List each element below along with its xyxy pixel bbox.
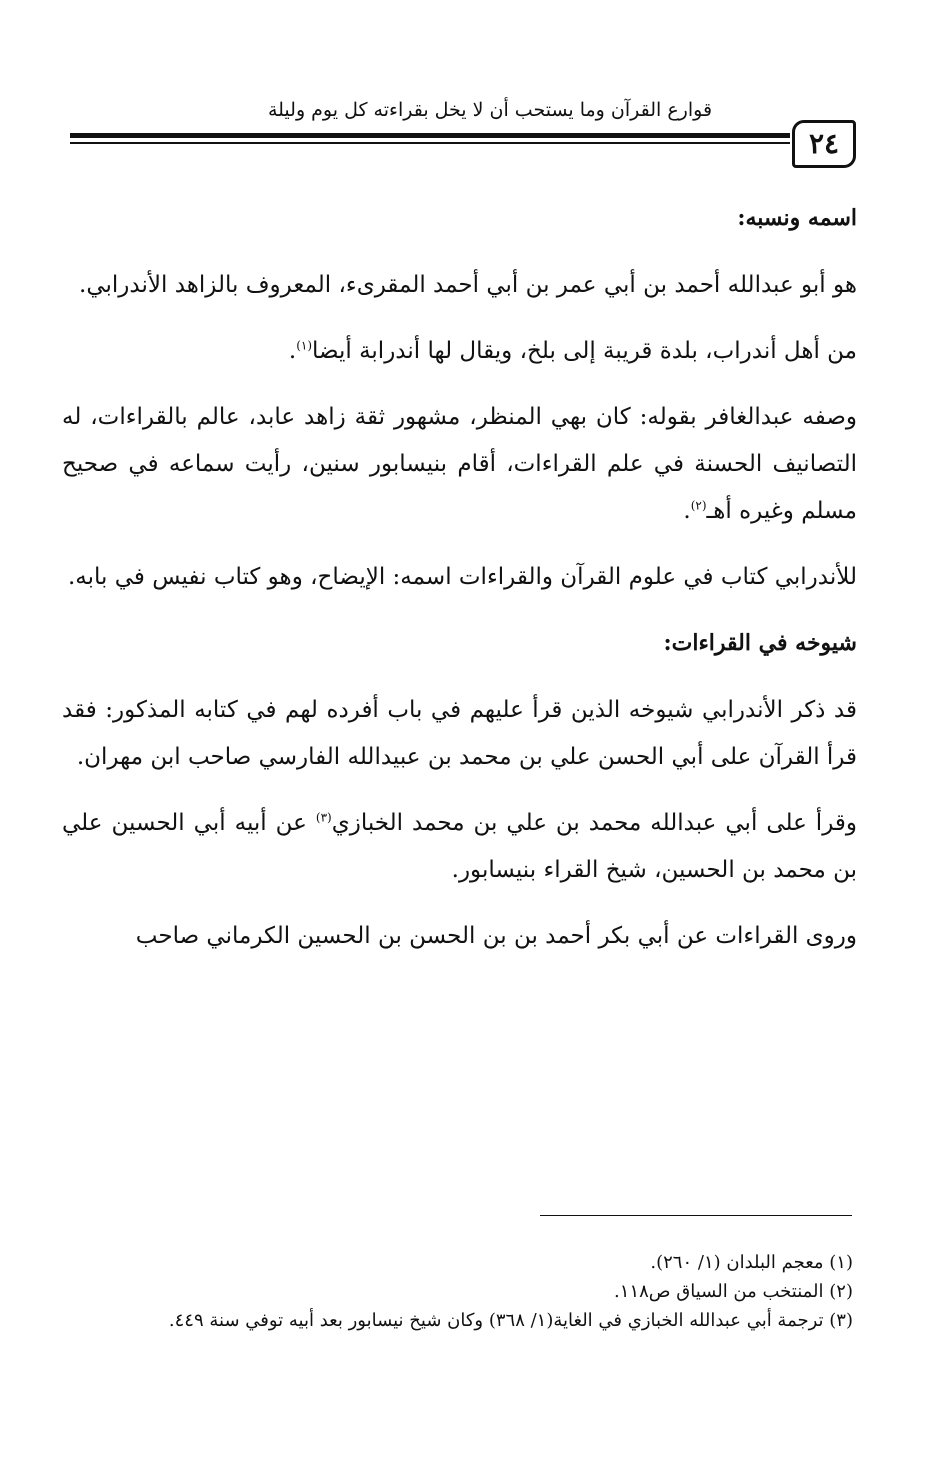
footnote-marker: (٢) (690, 498, 707, 513)
paragraph-text: وصفه عبدالغافر بقوله: كان بهي المنظر، مشهور ثقة زاهد عابد، عالم بالقراءات، له التصانيف الحسنة في علم القراءات، أقام بنيسابور سنين، رأيت سماعه في صحيح مسلم وغيره أهـ (62, 404, 857, 524)
paragraph-text: قد ذكر الأندرابي شيوخه الذين قرأ عليهم في باب أفرده لهم في كتابه المذكور: فقد قرأ القرآن على أبي الحسن علي بن محمد بن عبيدالله الفارسي صاحب ابن مهران. (62, 697, 857, 770)
header-rule-thick (70, 133, 790, 138)
footnote: (٢) المنتخب من السياق ص١١٨. (614, 1281, 853, 1302)
paragraph-text: من أهل أندراب، بلدة قريبة إلى بلخ، ويقال لها أندرابة أيضا (312, 338, 857, 364)
paragraph-text: وقرأ على أبي عبدالله محمد بن علي بن محمد الخبازي (331, 810, 857, 836)
footnote-marker: (١) (296, 338, 313, 353)
page-number-badge: ٢٤ (792, 120, 856, 168)
paragraph-text: للأندرابي كتاب في علوم القرآن والقراءات اسمه: الإيضاح، وهو كتاب نفيس في بابه. (67, 564, 857, 590)
section-heading-teachers: شيوخه في القراءات: (663, 630, 857, 656)
paragraph-tail: . (288, 338, 297, 364)
page-body (62, 195, 857, 979)
footnotes (55, 1248, 853, 1335)
paragraph-tail: . (683, 498, 691, 524)
paragraph (62, 687, 857, 781)
paragraph (62, 913, 857, 960)
footnote: (١) معجم البلدان (١/ ٢٦٠). (650, 1252, 853, 1273)
paragraph (62, 394, 857, 535)
paragraph (62, 262, 857, 309)
paragraph (62, 554, 857, 601)
paragraph-text: وروى القراءات عن أبي بكر أحمد بن بن الحسن بن الحسين الكرماني صاحب (135, 923, 857, 949)
paragraph (62, 800, 857, 894)
section-heading-name: اسمه ونسبه: (737, 205, 857, 231)
paragraph-text: هو أبو عبدالله أحمد بن أبي عمر بن أبي أحمد المقرىء، المعروف بالزاهد الأندرابي. (79, 272, 857, 298)
footnote: (٣) ترجمة أبي عبدالله الخبازي في الغاية(١/ ٣٦٨) وكان شيخ نيسابور بعد أبيه توفي سنة ٤٤٩. (168, 1310, 853, 1331)
paragraph-tail: عن أبيه أبي الحسين علي بن محمد بن الحسين، شيخ القراء بنيسابور. (62, 810, 857, 883)
footnote-separator (540, 1215, 852, 1216)
running-title: قوارع القرآن وما يستحب أن لا يخل بقراءته كل يوم وليلة (267, 99, 713, 121)
paragraph (62, 328, 857, 375)
footnote-marker: (٣) (315, 810, 332, 825)
header-rule-thin (70, 142, 790, 144)
